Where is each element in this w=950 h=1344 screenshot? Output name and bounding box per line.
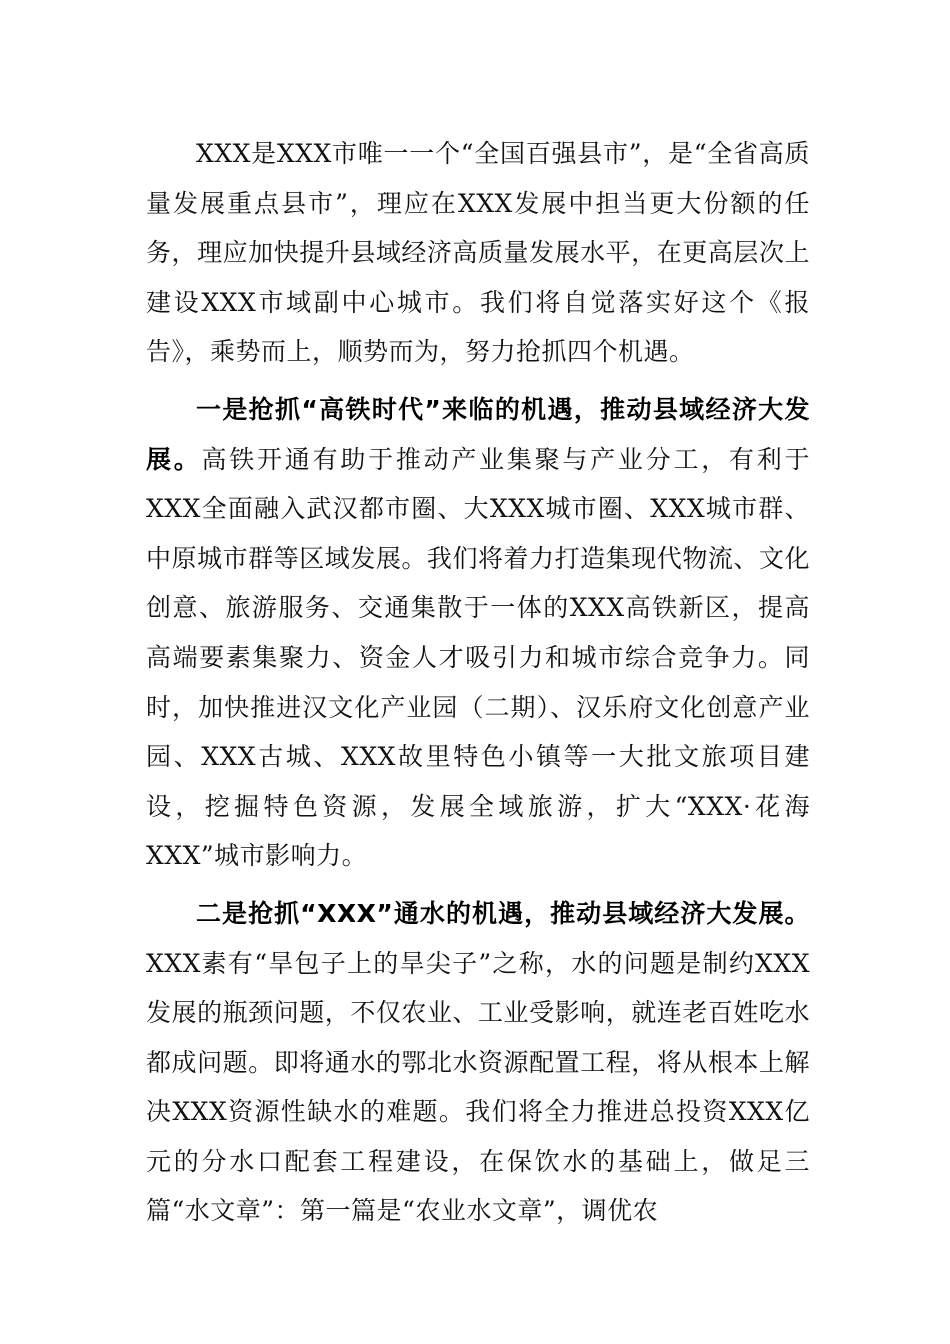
- paragraph-lead: 一是抢抓“高铁时代”来临的机遇，推动县域经济大发展。: [146, 394, 810, 474]
- document-body: [146, 129, 810, 1236]
- paragraph-high-speed-rail: [146, 385, 810, 881]
- paragraph-text: 高铁开通有助于推动产业集聚与产业分工，有利于XXX全面融入武汉都市圈、大XXX城市圈、XXX城市群、中原城市群等区域发展。我们将着力打造集现代物流、文化创意、旅游服务、交通集散于一体的XXX高铁新区，提高高端要素集聚力、资金人才吸引力和城市综合竞争力。同时，加快推进汉文化产业园（二期）、汉乐府文化创意产业园、XXX古城、XXX故里特色小镇等一大批文旅项目建设，挖掘特色资源，发展全域旅游，扩大“XXX·花海XXX”城市影响力。: [146, 444, 810, 871]
- paragraph-intro: [146, 129, 810, 377]
- paragraph-text: XXX素有“旱包子上的旱尖子”之称，水的问题是制约XXX发展的瓶颈问题，不仅农业、工业受影响，就连老百姓吃水都成问题。即将通水的鄂北水资源配置工程，将从根本上解决XXX资源性缺水的难题。我们将全力推进总投资XXX亿元的分水口配套工程建设，在保饮水的基础上，做足三篇“水文章”：第一篇是“农业水文章”，调优农: [146, 948, 810, 1226]
- paragraph-lead: 二是抢抓“XXX”通水的机遇，推动县域经济大发展。: [196, 898, 810, 928]
- paragraph-water-project: [146, 889, 810, 1236]
- paragraph-text: XXX是XXX市唯一一个“全国百强县市”，是“全省高质量发展重点县市”，理应在XXX发展中担当更大份额的任务，理应加快提升县域经济高质量发展水平，在更高层次上建设XXX市域副中心城市。我们将自觉落实好这个《报告》，乘势而上，顺势而为，努力抢抓四个机遇。: [146, 139, 810, 367]
